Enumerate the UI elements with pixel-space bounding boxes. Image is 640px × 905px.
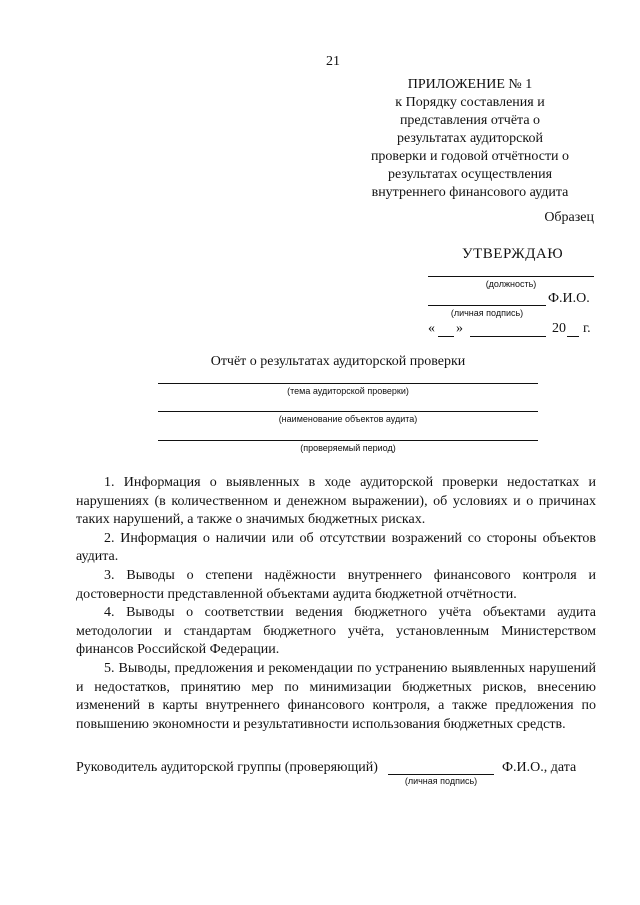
topic-line bbox=[158, 383, 538, 384]
page-number: 21 bbox=[326, 54, 340, 69]
report-item-5: 5. Выводы, предложения и рекомендации по устранению выявленных нарушений и недостатков, принятию мер по минимизации бюджетных рисков, внесению изменений в карты внутреннего финансового контроля, а также предложения по повышению экономности и результативности использования бюджетных средств. bbox=[76, 660, 596, 732]
period-line bbox=[158, 440, 538, 441]
footer-signature-caption: (личная подпись) bbox=[404, 776, 478, 786]
appendix-line: к Порядку составления и bbox=[395, 95, 545, 110]
sample-label: Образец bbox=[544, 210, 594, 225]
position-line bbox=[428, 276, 594, 277]
report-items bbox=[76, 474, 596, 734]
appendix-line: представления отчёта о bbox=[399, 113, 541, 128]
appendix-header bbox=[370, 76, 570, 202]
date-year-prefix: 20 bbox=[552, 321, 566, 336]
report-item-3: 3. Выводы о степени надёжности внутреннего финансового контроля и достоверности представленной объектами аудита бюджетной отчётности. bbox=[76, 567, 596, 602]
appendix-line: внутреннего финансового аудита bbox=[371, 185, 569, 200]
objects-caption: (наименование объектов аудита) bbox=[278, 414, 418, 424]
period-caption: (проверяемый период) bbox=[300, 443, 396, 453]
appendix-title: ПРИЛОЖЕНИЕ № 1 bbox=[407, 77, 533, 92]
position-caption: (должность) bbox=[485, 279, 537, 289]
report-item-1: 1. Информация о выявленных в ходе аудиторской проверки недостатках и нарушениях (в количественном и денежном выражении), об условиях и о причинах таких нарушений, а также о значимых бюджетных рисках. bbox=[76, 475, 596, 528]
footer-signature-line bbox=[388, 774, 494, 775]
appendix-line: проверки и годовой отчётности о bbox=[370, 149, 570, 164]
objects-line bbox=[158, 411, 538, 412]
signature-caption: (личная подпись) bbox=[450, 308, 524, 318]
signature-line bbox=[428, 305, 546, 306]
date-close-quote: » bbox=[456, 321, 463, 336]
approval-title: УТВЕРЖДАЮ bbox=[462, 246, 564, 262]
approval-fio: Ф.И.О. bbox=[548, 291, 590, 306]
topic-caption: (тема аудиторской проверки) bbox=[287, 386, 409, 396]
appendix-line: результатах осуществления bbox=[387, 167, 553, 182]
date-month-line bbox=[470, 336, 546, 337]
report-title: Отчёт о результатах аудиторской проверки bbox=[210, 354, 466, 369]
footer-fio-date: Ф.И.О., дата bbox=[502, 760, 577, 775]
report-item-2: 2. Информация о наличии или об отсутствии возражений со стороны объектов аудита. bbox=[76, 530, 596, 565]
date-year-line bbox=[567, 336, 579, 337]
footer-label: Руководитель аудиторской группы (проверяющий) bbox=[76, 760, 378, 775]
date-open-quote: « bbox=[428, 321, 435, 336]
date-year-suffix: г. bbox=[583, 321, 591, 336]
report-item-4: 4. Выводы о соответствии ведения бюджетного учёта объектами аудита методологии и стандартам бюджетного учёта, установленным Министерством финансов Российской Федерации. bbox=[76, 605, 596, 658]
date-day-line bbox=[438, 336, 454, 337]
appendix-line: результатах аудиторской bbox=[397, 131, 543, 146]
